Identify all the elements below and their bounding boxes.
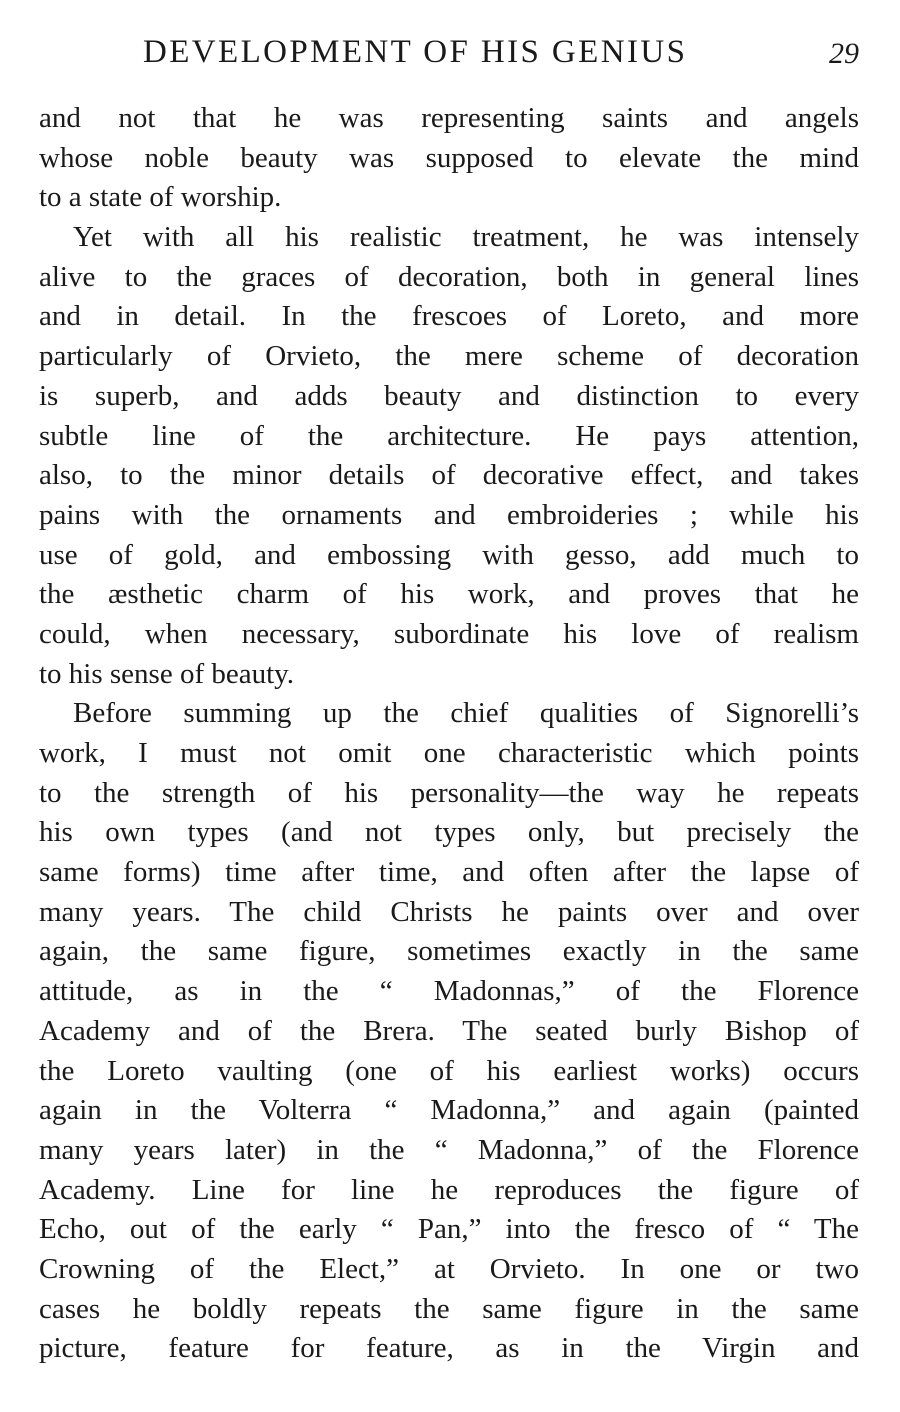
text-line: his own types (and not types only, but precisely the [39,816,859,849]
text-line: Before summing up the chief qualities of Signorelli’s [73,697,859,730]
text-line: Academy and of the Brera. The seated burly Bishop of [39,1014,859,1047]
text-line: use of gold, and embossing with gesso, add much to [39,538,859,571]
text-line: many years. The child Christs he paints over and over [39,895,859,928]
text-line: could, when necessary, subordinate his love of realism [39,617,859,650]
text-line: and not that he was representing saints and angels [39,102,859,134]
text-line: to a state of worship. [39,181,282,214]
text-line: particularly of Orvieto, the mere scheme of decoration [39,340,859,373]
text-line: cases he boldly repeats the same figure in the same [39,1292,859,1325]
text-line: attitude, as in the “ Madonnas,” of the Florence [39,975,859,1008]
text-line: pains with the ornaments and embroideries ; while his [39,498,859,531]
text-line: the Loreto vaulting (one of his earliest works) occurs [39,1054,859,1087]
text-line: and in detail. In the frescoes of Loreto, and more [39,300,859,333]
book-page [39,0,859,1412]
running-head [39,30,859,74]
text-line: again, the same figure, sometimes exactly in the same [39,935,859,968]
text-line: also, to the minor details of decorative effect, and takes [39,459,859,492]
text-line: Crowning of the Elect,” at Orvieto. In one or two [39,1252,859,1285]
text-line: alive to the graces of decoration, both in general lines [39,260,859,293]
text-line: Yet with all his realistic treatment, he was intensely [73,221,859,254]
running-title: DEVELOPMENT OF HIS GENIUS [143,34,688,70]
text-line: picture, feature for feature, as in the Virgin and [39,1332,859,1365]
body-text [39,99,859,1369]
text-line: whose noble beauty was supposed to elevate the mind [39,141,859,174]
text-line: many years later) in the “ Madonna,” of the Florence [39,1133,859,1166]
text-line: work, I must not omit one characteristic which points [39,737,859,769]
page-number: 29 [829,37,859,70]
text-line: to the strength of his personality—the way he repeats [39,776,859,809]
text-line: same forms) time after time, and often after the lapse of [39,856,859,889]
text-line: to his sense of beauty. [39,657,295,690]
text-line: again in the Volterra “ Madonna,” and again (painted [39,1094,859,1127]
text-line: Echo, out of the early “ Pan,” into the fresco of “ The [39,1213,859,1246]
text-line: subtle line of the architecture. He pays attention, [39,419,859,452]
text-line: the æsthetic charm of his work, and proves that he [39,578,859,611]
text-line: Academy. Line for line he reproduces the figure of [39,1173,859,1206]
text-line: is superb, and adds beauty and distinction to every [39,379,859,412]
